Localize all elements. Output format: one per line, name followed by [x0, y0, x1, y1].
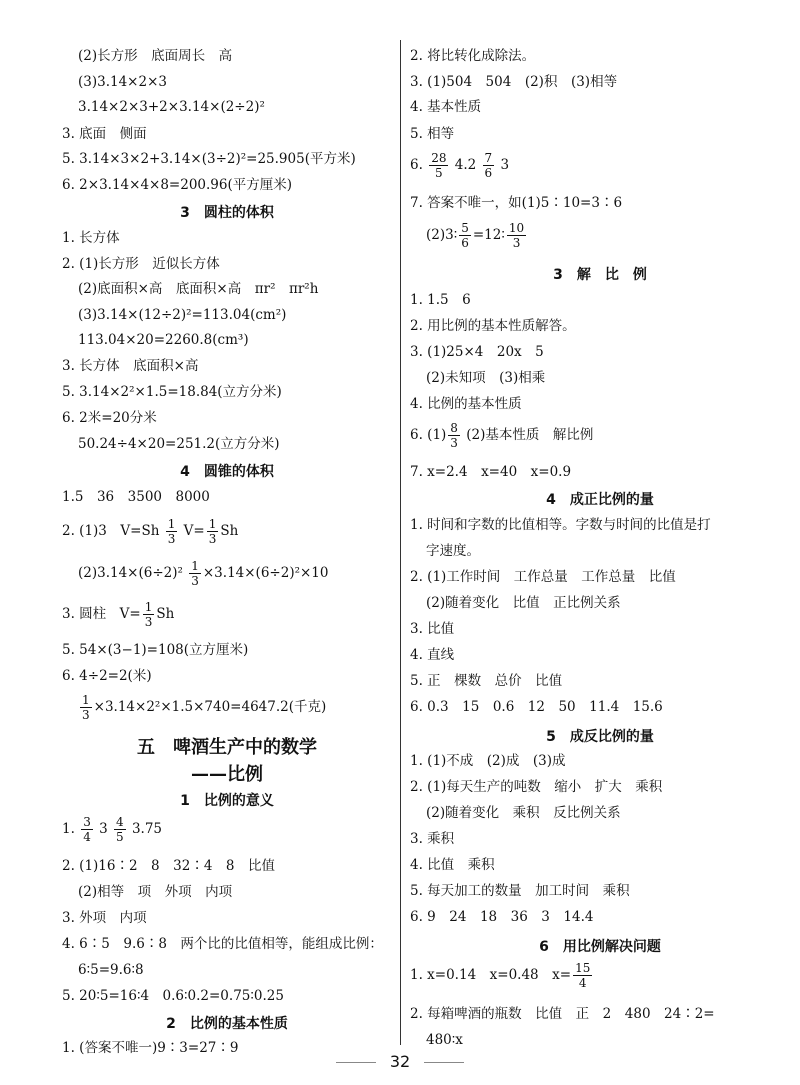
answer-line: 4. 基本性质: [410, 99, 482, 115]
fraction: [507, 221, 526, 250]
answer-line: 5. 相等: [410, 126, 455, 142]
answer-line: 6. 2×3.14×4×8=200.96(平方厘米): [62, 177, 293, 193]
answer-line: 5. 54×(3−1)=108(立方厘米): [62, 642, 249, 658]
text: 1. x=0.14 x=0.48 x=: [410, 967, 572, 983]
fraction: [81, 815, 93, 844]
answer-line-fraction: [78, 692, 326, 722]
answer-line: 3. (1)25×4 20x 5: [410, 344, 544, 360]
answer-line: 6. 9 24 18 36 3 14.4: [410, 909, 594, 925]
text: 3. 圆柱 V=: [62, 606, 141, 622]
answer-line-fraction: [62, 516, 238, 546]
answer-line: 2. (1)每天生产的吨数 缩小 扩大 乘积: [410, 779, 663, 795]
answer-line: 6. 4÷2=2(米): [62, 668, 152, 684]
answer-line: 5. 3.14×3×2+3.14×(3÷2)²=25.905(平方米): [62, 151, 356, 167]
answer-line: 1. 时间和字数的比值相等。字数与时间的比值是打: [410, 517, 711, 533]
section-title: 3 解 比 例: [553, 267, 647, 283]
answer-line: 50.24÷4×20=251.2(立方分米): [78, 436, 280, 452]
text: V=: [183, 523, 205, 539]
answer-line: 1. 长方体: [62, 230, 120, 246]
text: 3.75: [131, 821, 163, 837]
denominator: 4: [578, 976, 587, 990]
answer-line: 480∶x: [426, 1032, 463, 1048]
fraction: [429, 151, 448, 180]
denominator: 3: [512, 236, 521, 250]
answer-line: 4. 比值 乘积: [410, 857, 495, 873]
numerator: 10: [508, 221, 525, 235]
answer-line: 2. 将比转化成除法。: [410, 48, 536, 64]
fraction: [448, 421, 460, 450]
numerator: 5: [461, 221, 469, 235]
text: (2)3∶: [426, 227, 458, 243]
section-title: 4 成正比例的量: [546, 492, 654, 508]
answer-line: 3. 长方体 底面积×高: [62, 358, 199, 374]
text: 6.: [410, 157, 423, 173]
section-title: 5 成反比例的量: [546, 729, 654, 745]
answer-line: 3. (1)504 504 (2)积 (3)相等: [410, 74, 618, 90]
fraction: [459, 221, 471, 250]
text: =12∶: [472, 227, 505, 243]
unit-title: 五 啤酒生产中的数学: [137, 737, 317, 758]
answer-line: (2)随着变化 乘积 反比例关系: [426, 805, 621, 821]
text: 6. (1): [410, 427, 447, 443]
text: Sh: [156, 606, 175, 622]
denominator: 3: [191, 574, 199, 588]
fraction: [483, 151, 495, 180]
answer-line-fraction: [62, 599, 174, 629]
denominator: 5: [116, 830, 124, 844]
answer-line: 7. x=2.4 x=40 x=0.9: [410, 464, 572, 480]
numerator: 1: [167, 517, 176, 531]
answer-line-fraction: [62, 814, 162, 844]
numerator: 1: [144, 600, 153, 614]
answer-line: 5. 每天加工的数量 加工时间 乘积: [410, 883, 630, 899]
numerator: 15: [575, 961, 591, 975]
numerator: 1: [82, 693, 90, 707]
numerator: 4: [116, 815, 124, 829]
text: 3: [500, 157, 510, 173]
answer-line: 6. 2米=20分米: [62, 410, 157, 426]
text: (2)3.14×(6÷2)²: [78, 565, 183, 581]
answer-line: 4. 6∶5 9.6∶8 两个比的比值相等，能组成比例：: [62, 936, 383, 952]
text: 2. (1)3 V=Sh: [62, 523, 160, 539]
page-number-rule-right: [424, 1062, 464, 1063]
fraction: [166, 517, 178, 546]
answer-line: 6. 0.3 15 0.6 12 50 11.4 15.6: [410, 699, 663, 715]
section-title: 4 圆锥的体积: [180, 464, 274, 480]
numerator: 1: [191, 559, 199, 573]
section-title: 6 用比例解决问题: [539, 939, 661, 955]
text: 4.2: [454, 157, 477, 173]
answer-line-fraction: [426, 220, 528, 250]
denominator: 6: [461, 236, 469, 250]
numerator: 8: [450, 421, 458, 435]
fraction: [207, 517, 219, 546]
answer-line: (2)长方形 底面周长 高: [78, 48, 233, 64]
denominator: 3: [167, 532, 176, 546]
answer-line: (3)3.14×2×3: [78, 74, 167, 90]
answer-line: 2. (1)工作时间 工作总量 工作总量 比值: [410, 569, 676, 585]
answer-line: 3. 底面 侧面: [62, 126, 147, 142]
numerator: 1: [208, 517, 217, 531]
fraction: [80, 693, 92, 722]
answer-line: 4. 比例的基本性质: [410, 396, 522, 412]
answer-line: 2. 用比例的基本性质解答。: [410, 318, 576, 334]
answer-line: 113.04×20=2260.8(cm³): [78, 332, 249, 348]
unit-subtitle: ——比例: [191, 764, 263, 785]
answer-line: 5. 3.14×2²×1.5=18.84(立方分米): [62, 384, 282, 400]
denominator: 3: [144, 615, 153, 629]
answer-line: (2)随着变化 比值 正比例关系: [426, 595, 621, 611]
answer-line: 1. (1)不成 (2)成 (3)成: [410, 753, 566, 769]
section-title: 3 圆柱的体积: [180, 205, 274, 221]
answer-line: 2. (1)16∶2 8 32∶4 8 比值: [62, 858, 276, 874]
answer-line-fraction: [410, 420, 593, 450]
text: Sh: [220, 523, 239, 539]
fraction: [573, 961, 592, 990]
section-title: 2 比例的基本性质: [166, 1016, 288, 1032]
answer-line-fraction: [410, 150, 509, 180]
answer-line-fraction: [410, 960, 594, 990]
answer-line: 3. 外项 内项: [62, 910, 147, 926]
answer-line: 6∶5=9.6∶8: [78, 962, 144, 978]
denominator: 3: [208, 532, 217, 546]
answer-line: 2. (1)长方形 近似长方体: [62, 256, 220, 272]
numerator: 3: [83, 815, 91, 829]
text: 3: [99, 821, 108, 837]
answer-line: 2. 每箱啤酒的瓶数 比值 正 2 480 24∶2=: [410, 1006, 715, 1022]
answer-line: (2)底面积×高 底面积×高 πr² πr²h: [78, 281, 319, 297]
fraction: [143, 600, 155, 629]
answer-line: (2)未知项 (3)相乘: [426, 370, 546, 386]
answer-line: 字速度。: [426, 543, 480, 559]
numerator: 7: [484, 151, 493, 165]
section-title: 1 比例的意义: [180, 793, 274, 809]
answer-line: (2)相等 项 外项 内项: [78, 884, 233, 900]
page-number: 32: [389, 1052, 411, 1071]
text: ×3.14×2²×1.5×740=4647.2(千克): [93, 699, 327, 715]
answer-line: 7. 答案不唯一，如(1)5∶10=3∶6: [410, 195, 623, 211]
denominator: 6: [484, 166, 493, 180]
answer-line: 4. 直线: [410, 647, 455, 663]
answer-line: 3. 乘积: [410, 831, 455, 847]
text: 1.: [62, 821, 75, 837]
denominator: 3: [82, 708, 90, 722]
fraction: [114, 815, 126, 844]
fraction: [189, 559, 201, 588]
answer-line: 3.14×2×3+2×3.14×(2÷2)²: [78, 99, 265, 115]
text: (2)基本性质 解比例: [466, 427, 594, 443]
answer-line: 1.5 36 3500 8000: [62, 489, 210, 505]
answer-line: 5. 20∶5=16∶4 0.6∶0.2=0.75∶0.25: [62, 988, 284, 1004]
denominator: 4: [83, 830, 91, 844]
numerator: 28: [431, 151, 447, 165]
answer-line: 1. 1.5 6: [410, 292, 471, 308]
answer-line: 1. (答案不唯一)9∶3=27∶9: [62, 1040, 239, 1056]
denominator: 5: [435, 166, 443, 180]
text: ×3.14×(6÷2)²×10: [202, 565, 329, 581]
denominator: 3: [450, 436, 458, 450]
answer-line: (3)3.14×(12÷2)²=113.04(cm²): [78, 307, 287, 323]
answer-line: 5. 正 棵数 总价 比值: [410, 673, 563, 689]
column-divider: [400, 40, 401, 1045]
answer-line: 3. 比值: [410, 621, 455, 637]
answer-line-fraction: [78, 558, 328, 588]
